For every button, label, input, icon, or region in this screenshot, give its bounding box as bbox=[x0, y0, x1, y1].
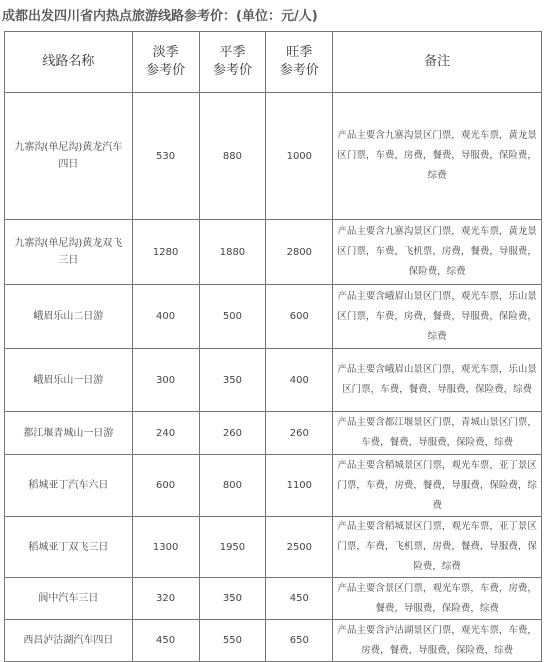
low-season-price: 400 bbox=[132, 285, 199, 349]
route-name: 都江堰青城山一日游 bbox=[5, 412, 133, 455]
header-mid-season bbox=[199, 32, 266, 93]
route-note: 产品主要含景区门票，观光车票，车费，房费，餐费，导服费，保险费，综费 bbox=[333, 578, 542, 620]
route-name: 稻城亚丁汽车六日 bbox=[5, 455, 133, 517]
peak-season-price: 260 bbox=[266, 412, 333, 455]
route-note: 产品主要含峨眉山景区门票，观光车票，乐山景区门票，车费，房费，餐费，导服费，保险费，综费 bbox=[333, 285, 542, 349]
mid-season-price: 350 bbox=[199, 349, 266, 412]
route-name: 阆中汽车三日 bbox=[5, 578, 133, 620]
mid-season-price: 500 bbox=[199, 285, 266, 349]
header-mid-season-line1: 平季 bbox=[219, 45, 246, 60]
price-table bbox=[4, 31, 542, 662]
header-low-season-line1: 淡季 bbox=[152, 45, 179, 60]
table-row bbox=[5, 455, 542, 517]
table-row bbox=[5, 349, 542, 412]
header-low-season bbox=[132, 32, 199, 93]
peak-season-price: 650 bbox=[266, 620, 333, 662]
mid-season-price: 260 bbox=[199, 412, 266, 455]
low-season-price: 1300 bbox=[132, 517, 199, 578]
mid-season-price: 1880 bbox=[199, 220, 266, 285]
peak-season-price: 600 bbox=[266, 285, 333, 349]
header-peak-season bbox=[266, 32, 333, 93]
route-name: 九寨沟(单尼沟)黄龙双飞三日 bbox=[5, 220, 133, 285]
mid-season-price: 880 bbox=[199, 93, 266, 220]
route-name: 峨眉乐山一日游 bbox=[5, 349, 133, 412]
peak-season-price: 1000 bbox=[266, 93, 333, 220]
route-note: 产品主要含稻城景区门票，观光车票，亚丁景区门票，车费，飞机票，房费，餐费，导服费，保险费，综费 bbox=[333, 517, 542, 578]
peak-season-price: 450 bbox=[266, 578, 333, 620]
header-note: 备注 bbox=[333, 32, 542, 93]
low-season-price: 1280 bbox=[132, 220, 199, 285]
low-season-price: 600 bbox=[132, 455, 199, 517]
route-note: 产品主要含峨眉山景区门票，观光车票，乐山景区门票，车费，餐费，导服费，保险费，综费 bbox=[333, 349, 542, 412]
table-row bbox=[5, 220, 542, 285]
header-route-name: 线路名称 bbox=[5, 32, 133, 93]
table-row bbox=[5, 93, 542, 220]
table-row bbox=[5, 620, 542, 662]
route-name: 九寨沟(单尼沟)黄龙汽车四日 bbox=[5, 93, 133, 220]
low-season-price: 530 bbox=[132, 93, 199, 220]
table-header-row bbox=[5, 32, 542, 93]
route-note: 产品主要含九寨沟景区门票，观光车票，黄龙景区门票，车费，房费，餐费，导服费，保险费，综费 bbox=[333, 93, 542, 220]
table-row bbox=[5, 285, 542, 349]
peak-season-price: 2500 bbox=[266, 517, 333, 578]
peak-season-price: 2800 bbox=[266, 220, 333, 285]
mid-season-price: 350 bbox=[199, 578, 266, 620]
route-note: 产品主要含九寨沟景区门票，观光车票，黄龙景区门票，车费，飞机票，房费，餐费，导服费，保险费，综费 bbox=[333, 220, 542, 285]
header-peak-season-line2: 参考价 bbox=[279, 63, 319, 78]
route-note: 产品主要含稻城景区门票，观光车票，亚丁景区门票，车费，房费，餐费，导服费，保险费，综费 bbox=[333, 455, 542, 517]
low-season-price: 320 bbox=[132, 578, 199, 620]
route-note: 产品主要含都江堰景区门票，青城山景区门票，车费，餐费，导服费，保险费，综费 bbox=[333, 412, 542, 455]
low-season-price: 300 bbox=[132, 349, 199, 412]
header-low-season-line2: 参考价 bbox=[146, 63, 186, 78]
header-mid-season-line2: 参考价 bbox=[212, 63, 252, 78]
low-season-price: 240 bbox=[132, 412, 199, 455]
mid-season-price: 1950 bbox=[199, 517, 266, 578]
header-peak-season-line1: 旺季 bbox=[286, 45, 313, 60]
peak-season-price: 1100 bbox=[266, 455, 333, 517]
route-note: 产品主要含泸沽湖景区门票，观光车票，车费，房费，餐费，导服费，保险费，综费 bbox=[333, 620, 542, 662]
table-row bbox=[5, 578, 542, 620]
route-name: 稻城亚丁双飞三日 bbox=[5, 517, 133, 578]
low-season-price: 450 bbox=[132, 620, 199, 662]
table-row bbox=[5, 517, 542, 578]
table-row bbox=[5, 412, 542, 455]
route-name: 西昌泸沽湖汽车四日 bbox=[5, 620, 133, 662]
mid-season-price: 800 bbox=[199, 455, 266, 517]
mid-season-price: 550 bbox=[199, 620, 266, 662]
peak-season-price: 400 bbox=[266, 349, 333, 412]
page-title: 成都出发四川省内热点旅游线路参考价：(单位：元/人) bbox=[2, 9, 318, 24]
route-name: 峨眉乐山二日游 bbox=[5, 285, 133, 349]
